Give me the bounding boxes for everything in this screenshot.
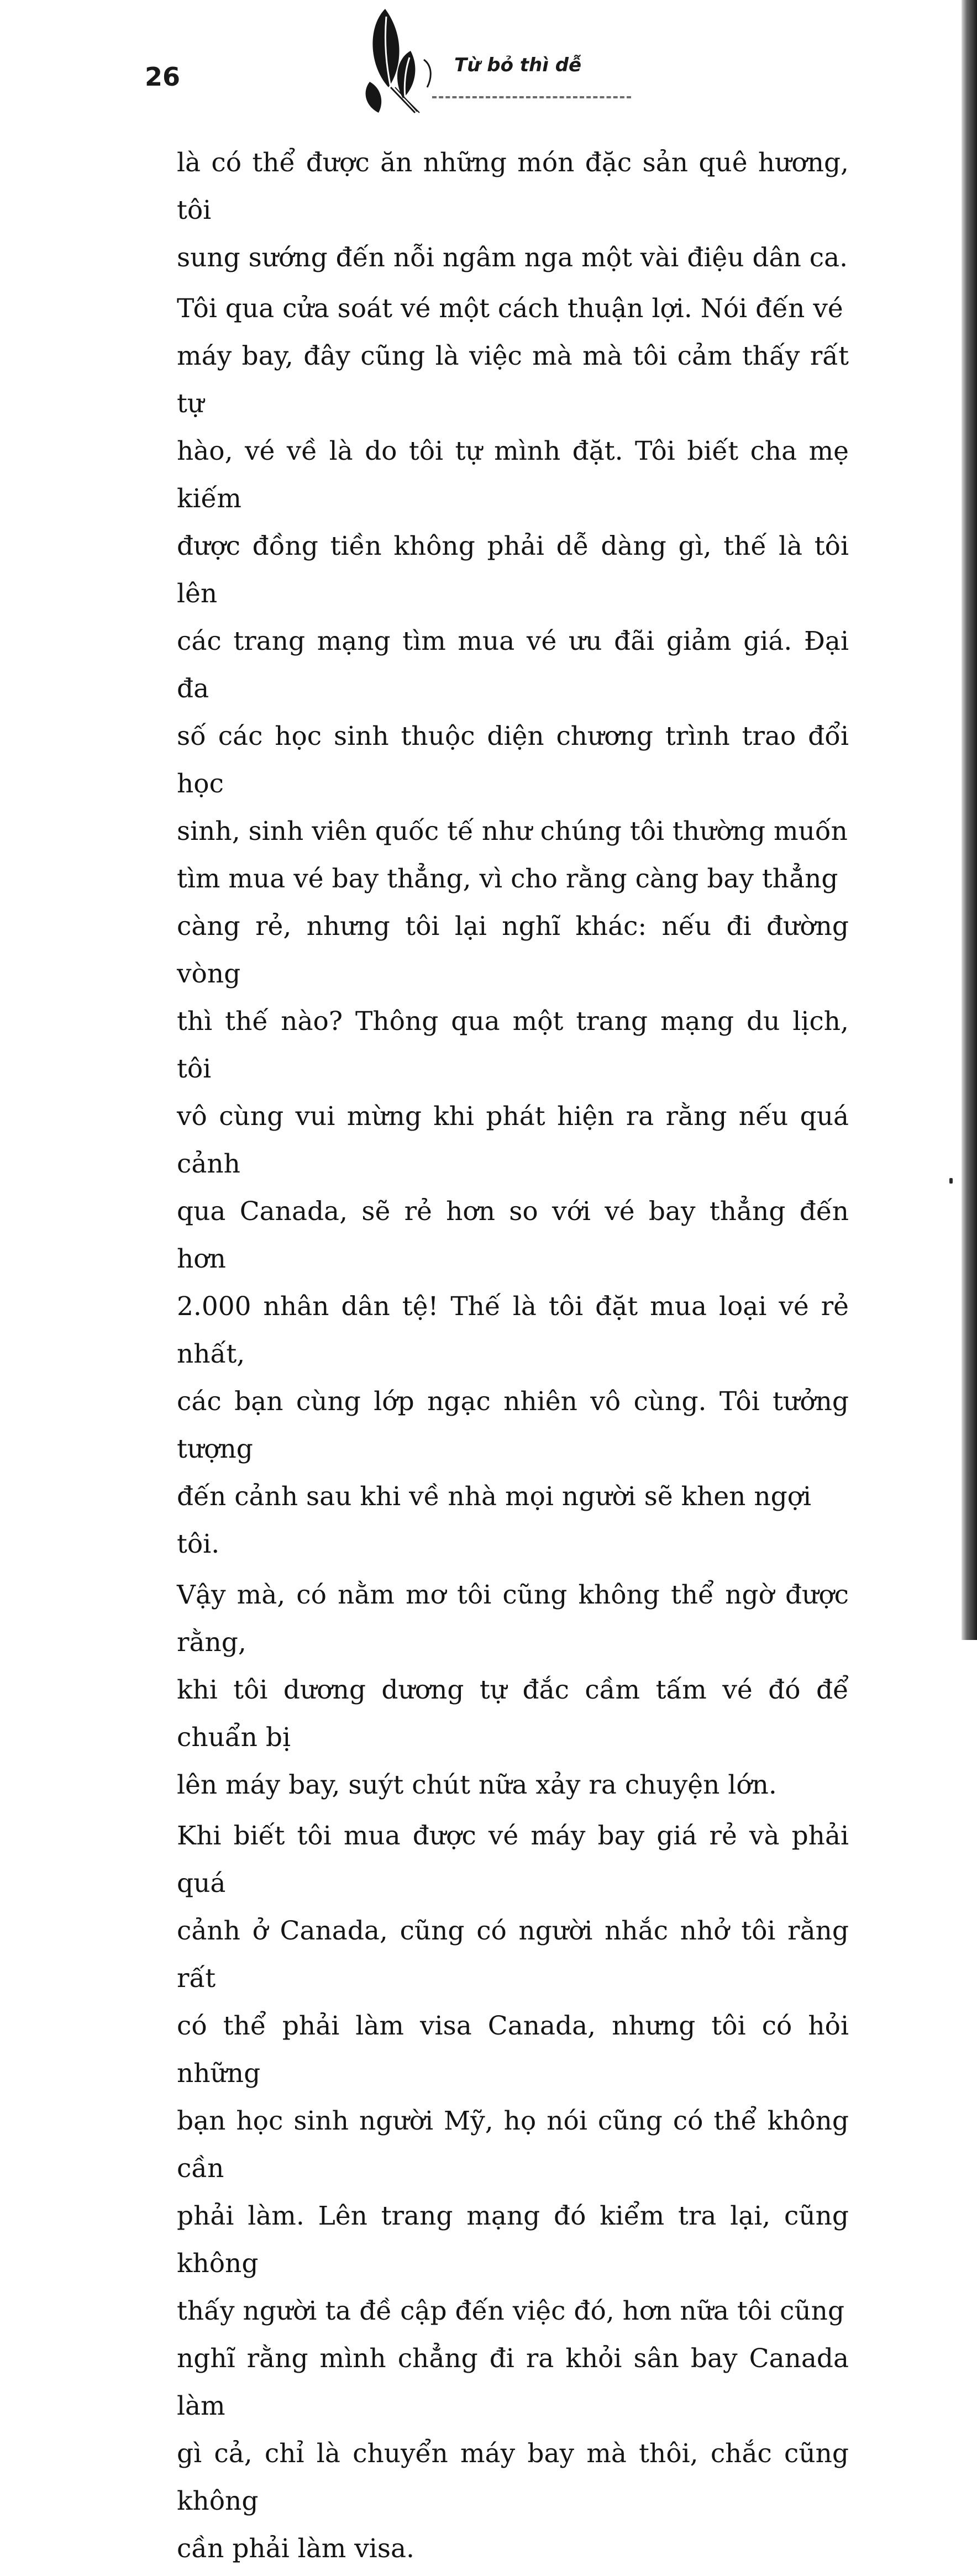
text-line: lên máy bay, suýt chút nữa xảy ra chuyện lớn. [177, 1770, 777, 1800]
text-line: tìm mua vé bay thẳng, vì cho rằng càng bay thẳng [177, 864, 838, 894]
scan-mark [949, 1178, 953, 1184]
paragraph-4 [177, 1812, 849, 2573]
text-line: thì thế nào? Thông qua một trang mạng du lịch, tôi [177, 1006, 849, 1084]
text-line: máy bay, đây cũng là việc mà mà tôi cảm thấy rất tự [177, 341, 849, 419]
running-title: Từ bỏ thì dễ [454, 54, 582, 76]
paragraph-1 [177, 139, 849, 282]
text-line: số các học sinh thuộc diện chương trình trao đổi học [177, 721, 849, 799]
text-line: thấy người ta đề cập đến việc đó, hơn nữa tôi cũng [177, 2296, 845, 2326]
text-line: cần phải làm visa. [177, 2533, 414, 2564]
text-line: cảnh ở Canada, cũng có người nhắc nhở tôi rằng rất [177, 1916, 849, 1994]
text-line: gì cả, chỉ là chuyển máy bay mà thôi, chắc cũng không [177, 2438, 849, 2516]
text-line: càng rẻ, nhưng tôi lại nghĩ khác: nếu đi đường vòng [177, 911, 849, 989]
text-line: khi tôi dương dương tự đắc cầm tấm vé đó để chuẩn bị [177, 1675, 849, 1753]
paragraph-2 [177, 285, 849, 1568]
leaf-icon [362, 4, 439, 115]
page-number: 26 [145, 62, 181, 92]
text-line: qua Canada, sẽ rẻ hơn so với vé bay thẳng đến hơn [177, 1196, 849, 1274]
text-line: được đồng tiền không phải dễ dàng gì, thế là tôi lên [177, 531, 849, 609]
text-line: bạn học sinh người Mỹ, họ nói cũng có thể không cần [177, 2106, 849, 2184]
text-line: Khi biết tôi mua được vé máy bay giá rẻ và phải quá [177, 1821, 849, 1899]
text-line: nghĩ rằng mình chẳng đi ra khỏi sân bay Canada làm [177, 2343, 849, 2421]
text-line: phải làm. Lên trang mạng đó kiểm tra lại, cũng không [177, 2201, 849, 2279]
text-line: là có thể được ăn những món đặc sản quê hương, tôi [177, 148, 849, 225]
text-line: Vậy mà, có nằm mơ tôi cũng không thể ngờ được rằng, [177, 1580, 849, 1658]
text-line: sung sướng đến nỗi ngâm nga một vài điệu dân ca. [177, 243, 848, 273]
text-line: 2.000 nhân dân tệ! Thế là tôi đặt mua loại vé rẻ nhất, [177, 1291, 849, 1369]
text-line: các bạn cùng lớp ngạc nhiên vô cùng. Tôi tưởng tượng [177, 1386, 849, 1464]
text-line: có thể phải làm visa Canada, nhưng tôi có hỏi những [177, 2011, 849, 2089]
text-line: sinh, sinh viên quốc tế như chúng tôi thường muốn [177, 816, 848, 847]
paragraph-3 [177, 1571, 849, 1809]
text-line: các trang mạng tìm mua vé ưu đãi giảm giá. Đại đa [177, 626, 849, 704]
header-divider [432, 96, 631, 98]
text-line: đến cảnh sau khi về nhà mọi người sẽ khen ngợi tôi. [177, 1481, 812, 1559]
body-text [177, 139, 849, 2576]
page-edge-shadow [962, 0, 977, 1640]
text-line: vô cùng vui mừng khi phát hiện ra rằng nếu quá cảnh [177, 1101, 849, 1179]
text-line: hào, vé về là do tôi tự mình đặt. Tôi biết cha mẹ kiếm [177, 436, 849, 514]
text-line: Tôi qua cửa soát vé một cách thuận lợi. Nói đến vé [177, 293, 843, 324]
